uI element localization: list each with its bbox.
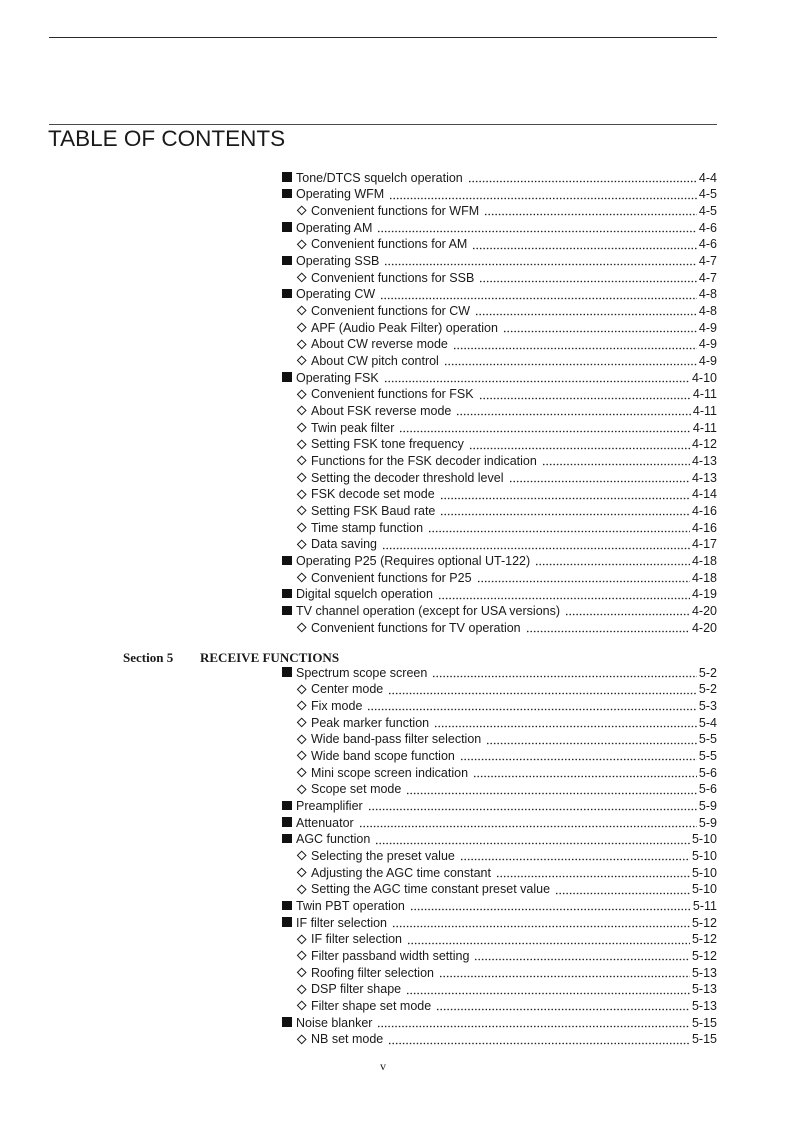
toc-entry-page: 5-12 — [691, 932, 717, 947]
toc-entry-page: 4-11 — [692, 420, 717, 435]
dot-leader — [503, 320, 697, 337]
toc-entry-page: 5-15 — [691, 1015, 717, 1030]
toc-entry-page: 4-6 — [698, 237, 717, 252]
toc-entry-page: 4-10 — [691, 370, 717, 385]
dot-leader — [468, 170, 697, 187]
page-title: TABLE OF CONTENTS — [48, 126, 286, 151]
toc-entry-title: Convenient functions for FSK — [311, 387, 474, 402]
toc-entry[interactable] — [282, 586, 717, 603]
toc-entry-page: 4-4 — [698, 170, 717, 185]
dot-leader — [474, 948, 690, 965]
toc-entry-title: Convenient functions for TV operation — [311, 620, 521, 635]
diamond-bullet-icon — [297, 951, 306, 960]
toc-entry-page: 5-6 — [698, 782, 717, 797]
square-bullet-icon — [282, 817, 292, 827]
toc-entry-title: Noise blanker — [296, 1015, 373, 1030]
toc-entry-page: 4-20 — [691, 620, 717, 635]
toc-entry-page: 4-5 — [698, 204, 717, 219]
dot-leader — [477, 570, 690, 587]
toc-entry-page: 5-2 — [698, 665, 717, 680]
diamond-bullet-icon — [297, 356, 306, 365]
diamond-bullet-icon — [297, 684, 306, 693]
toc-entry-title: NB set mode — [311, 1032, 384, 1047]
toc-entry-page: 5-10 — [691, 849, 717, 864]
toc-subentry[interactable] — [297, 715, 717, 732]
toc-subentry[interactable] — [297, 386, 717, 403]
diamond-bullet-icon — [297, 734, 306, 743]
diamond-bullet-icon — [297, 884, 306, 893]
toc-entry-page: 5-5 — [698, 732, 717, 747]
toc-entry-title: About CW pitch control — [311, 354, 439, 369]
toc-entry[interactable] — [282, 553, 717, 570]
diamond-bullet-icon — [297, 239, 306, 248]
square-bullet-icon — [282, 189, 292, 199]
dot-leader — [410, 898, 691, 915]
toc-entry[interactable] — [282, 286, 717, 303]
toc-entry-page: 4-5 — [698, 187, 717, 202]
toc-entry-title: IF filter selection — [311, 932, 403, 947]
diamond-bullet-icon — [297, 573, 306, 582]
title-rule — [49, 124, 717, 125]
dot-leader — [535, 553, 690, 570]
toc-entry-page: 4-13 — [691, 470, 717, 485]
square-bullet-icon — [282, 901, 292, 911]
toc-entry-page: 5-9 — [698, 799, 717, 814]
dot-leader — [473, 765, 697, 782]
toc-entry-page: 4-18 — [691, 570, 717, 585]
toc-entry-page: 4-8 — [698, 287, 717, 302]
square-bullet-icon — [282, 801, 292, 811]
dot-leader — [526, 620, 690, 637]
diamond-bullet-icon — [297, 868, 306, 877]
toc-subentry[interactable] — [297, 865, 717, 882]
dot-leader — [472, 236, 697, 253]
dot-leader — [453, 336, 697, 353]
diamond-bullet-icon — [297, 1034, 306, 1043]
toc-entry-page: 5-3 — [698, 699, 717, 714]
dot-leader — [377, 1015, 690, 1032]
dot-leader — [434, 715, 697, 732]
toc-subentry[interactable] — [297, 203, 717, 220]
dot-leader — [438, 586, 690, 603]
toc-entry-page: 5-10 — [691, 865, 717, 880]
toc-entry-title: Digital squelch operation — [296, 587, 433, 602]
toc-entry-title: Setting FSK Baud rate — [311, 504, 436, 519]
diamond-bullet-icon — [297, 851, 306, 860]
toc-entry-page: 5-15 — [691, 1032, 717, 1047]
diamond-bullet-icon — [297, 389, 306, 398]
toc-entry-title: Operating AM — [296, 220, 373, 235]
diamond-bullet-icon — [297, 768, 306, 777]
dot-leader — [475, 303, 697, 320]
dot-leader — [555, 881, 690, 898]
toc-subentry[interactable] — [297, 881, 717, 898]
square-bullet-icon — [282, 589, 292, 599]
toc-subentry[interactable] — [297, 353, 717, 370]
toc-entry-page: 4-19 — [691, 587, 717, 602]
toc-entry-title: Convenient functions for CW — [311, 304, 471, 319]
toc-entry-page: 5-11 — [692, 899, 717, 914]
diamond-bullet-icon — [297, 751, 306, 760]
square-bullet-icon — [282, 834, 292, 844]
dot-leader — [440, 503, 690, 520]
square-bullet-icon — [282, 172, 292, 182]
toc-entry-page: 4-13 — [691, 454, 717, 469]
diamond-bullet-icon — [297, 456, 306, 465]
toc-entry-title: Convenient functions for P25 — [311, 570, 472, 585]
toc-entry-title: Preamplifier — [296, 799, 363, 814]
toc-entry-title: Attenuator — [296, 815, 354, 830]
toc-entry-title: AGC function — [296, 832, 371, 847]
toc-entry-title: Operating FSK — [296, 370, 379, 385]
toc-subentry[interactable] — [297, 998, 717, 1015]
toc-entry-page: 4-6 — [698, 220, 717, 235]
toc-entry-title: Convenient functions for AM — [311, 237, 468, 252]
toc-entry-title: Convenient functions for WFM — [311, 204, 480, 219]
toc-entry[interactable] — [282, 186, 717, 203]
toc-subentry[interactable] — [297, 931, 717, 948]
diamond-bullet-icon — [297, 273, 306, 282]
toc-entry[interactable] — [282, 603, 717, 620]
toc-entry[interactable] — [282, 915, 717, 932]
section-number: Section 5 — [123, 649, 174, 665]
dot-leader — [375, 831, 690, 848]
dot-leader — [384, 370, 690, 387]
dot-leader — [542, 453, 690, 470]
toc-entry[interactable] — [282, 665, 717, 682]
dot-leader — [392, 915, 690, 932]
toc-subentry[interactable] — [297, 453, 717, 470]
dot-leader — [367, 698, 697, 715]
toc-entry-title: About CW reverse mode — [311, 337, 448, 352]
toc-entry-page: 5-5 — [698, 749, 717, 764]
toc-entry-title: Wide band scope function — [311, 749, 455, 764]
dot-leader — [469, 436, 690, 453]
dot-leader — [444, 353, 697, 370]
toc-subentry[interactable] — [297, 620, 717, 637]
diamond-bullet-icon — [297, 206, 306, 215]
toc-entry-title: Fix mode — [311, 699, 363, 714]
toc-subentry[interactable] — [297, 436, 717, 453]
dot-leader — [388, 681, 697, 698]
toc-entry-page: 4-11 — [692, 387, 717, 402]
toc-entry-title: Convenient functions for SSB — [311, 270, 475, 285]
toc-entry-title: Operating CW — [296, 287, 376, 302]
toc-entry-page: 4-18 — [691, 554, 717, 569]
toc-entry-page: 5-9 — [698, 815, 717, 830]
dot-leader — [439, 965, 690, 982]
diamond-bullet-icon — [297, 623, 306, 632]
toc-subentry[interactable] — [297, 236, 717, 253]
diamond-bullet-icon — [297, 539, 306, 548]
toc-entry-page: 5-13 — [691, 999, 717, 1014]
diamond-bullet-icon — [297, 1001, 306, 1010]
toc-entry[interactable] — [282, 815, 717, 832]
diamond-bullet-icon — [297, 406, 306, 415]
toc-subentry[interactable] — [297, 765, 717, 782]
toc-entry[interactable] — [282, 798, 717, 815]
diamond-bullet-icon — [297, 339, 306, 348]
dot-leader — [440, 486, 690, 503]
toc-entry-title: Peak marker function — [311, 715, 430, 730]
diamond-bullet-icon — [297, 489, 306, 498]
toc-subentry[interactable] — [297, 965, 717, 982]
toc-entry-title: Selecting the preset value — [311, 849, 455, 864]
toc-entry-title: About FSK reverse mode — [311, 404, 452, 419]
square-bullet-icon — [282, 256, 292, 266]
toc-entry-title: Spectrum scope screen — [296, 665, 428, 680]
dot-leader — [496, 865, 690, 882]
toc-entry-title: Setting FSK tone frequency — [311, 437, 464, 452]
diamond-bullet-icon — [297, 701, 306, 710]
toc-entry-title: Filter passband width setting — [311, 949, 470, 964]
dot-leader — [389, 186, 697, 203]
toc-entry-page: 4-20 — [691, 604, 717, 619]
square-bullet-icon — [282, 1017, 292, 1027]
toc-entry-title: Data saving — [311, 537, 378, 552]
square-bullet-icon — [282, 556, 292, 566]
toc-entry-page: 5-6 — [698, 765, 717, 780]
toc-entry-title: Operating WFM — [296, 187, 385, 202]
toc-entry-page: 4-8 — [698, 304, 717, 319]
toc-subentry[interactable] — [297, 698, 717, 715]
dot-leader — [377, 220, 696, 237]
diamond-bullet-icon — [297, 323, 306, 332]
toc-subentry[interactable] — [297, 1031, 717, 1048]
toc-entry-title: Adjusting the AGC time constant — [311, 865, 491, 880]
dot-leader — [368, 798, 697, 815]
toc-entry-title: Scope set mode — [311, 782, 402, 797]
toc-entry-page: 4-9 — [698, 354, 717, 369]
square-bullet-icon — [282, 917, 292, 927]
diamond-bullet-icon — [297, 473, 306, 482]
square-bullet-icon — [282, 372, 292, 382]
toc-entry[interactable] — [282, 253, 717, 270]
toc-entry-page: 4-11 — [692, 404, 717, 419]
diamond-bullet-icon — [297, 423, 306, 432]
toc-entry-title: Filter shape set mode — [311, 999, 432, 1014]
diamond-bullet-icon — [297, 506, 306, 515]
toc-subentry[interactable] — [297, 403, 717, 420]
toc-subentry[interactable] — [297, 470, 717, 487]
dot-leader — [460, 748, 697, 765]
toc-subentry[interactable] — [297, 848, 717, 865]
toc-entry-page: 5-10 — [691, 882, 717, 897]
toc-entry-page: 4-7 — [698, 254, 717, 269]
toc-entry-title: Functions for the FSK decoder indication — [311, 454, 537, 469]
toc-entry-page: 5-12 — [691, 915, 717, 930]
toc-entry-page: 5-10 — [691, 832, 717, 847]
toc-entry-title: DSP filter shape — [311, 982, 402, 997]
toc-entry-page: 4-12 — [691, 437, 717, 452]
dot-leader — [460, 848, 690, 865]
toc-entry-title: Operating SSB — [296, 254, 380, 269]
dot-leader — [484, 203, 697, 220]
square-bullet-icon — [282, 667, 292, 677]
toc-subentry[interactable] — [297, 303, 717, 320]
toc-subentry[interactable] — [297, 270, 717, 287]
toc-subentry[interactable] — [297, 536, 717, 553]
toc-entry[interactable] — [282, 898, 717, 915]
toc-entry-page: 4-16 — [691, 504, 717, 519]
toc-subentry[interactable] — [297, 681, 717, 698]
square-bullet-icon — [282, 606, 292, 616]
toc-entry-title: Setting the decoder threshold level — [311, 470, 504, 485]
toc-entry-page: 5-2 — [698, 682, 717, 697]
dot-leader — [432, 665, 697, 682]
dot-leader — [565, 603, 690, 620]
toc-subentry[interactable] — [297, 748, 717, 765]
toc-entry-page: 4-17 — [691, 537, 717, 552]
dot-leader — [456, 403, 691, 420]
dot-leader — [407, 931, 690, 948]
toc-subentry[interactable] — [297, 520, 717, 537]
toc-entry-title: IF filter selection — [296, 915, 388, 930]
diamond-bullet-icon — [297, 718, 306, 727]
toc-subentry[interactable] — [297, 336, 717, 353]
dot-leader — [428, 520, 690, 537]
page-number: v — [380, 1059, 386, 1073]
toc-subentry[interactable] — [297, 781, 717, 798]
toc-entry-page: 4-16 — [691, 520, 717, 535]
toc-subentry[interactable] — [297, 948, 717, 965]
dot-leader — [406, 981, 690, 998]
toc-subentry[interactable] — [297, 570, 717, 587]
dot-leader — [479, 386, 691, 403]
toc-entry-title: Mini scope screen indication — [311, 765, 469, 780]
toc-subentry[interactable] — [297, 486, 717, 503]
diamond-bullet-icon — [297, 784, 306, 793]
diamond-bullet-icon — [297, 984, 306, 993]
dot-leader — [359, 815, 697, 832]
toc-entry[interactable] — [282, 170, 717, 187]
dot-leader — [382, 536, 690, 553]
toc-entry-page: 5-13 — [691, 982, 717, 997]
toc-entry-title: Roofing filter selection — [311, 965, 434, 980]
toc-entry-page: 5-13 — [691, 965, 717, 980]
dot-leader — [380, 286, 697, 303]
dot-leader — [388, 1031, 690, 1048]
toc-entry-title: FSK decode set mode — [311, 487, 435, 502]
toc-subentry[interactable] — [297, 731, 717, 748]
toc-entry-page: 4-14 — [691, 487, 717, 502]
top-rule — [49, 37, 717, 38]
toc-entry[interactable] — [282, 370, 717, 387]
toc-subentry[interactable] — [297, 981, 717, 998]
toc-entry-title: Center mode — [311, 682, 384, 697]
toc-entry[interactable] — [282, 220, 717, 237]
toc-entry-page: 5-4 — [698, 715, 717, 730]
dot-leader — [399, 420, 691, 437]
toc-entry-title: TV channel operation (except for USA versions) — [296, 604, 561, 619]
toc-entry-title: Tone/DTCS squelch operation — [296, 170, 463, 185]
toc-entry[interactable] — [282, 831, 717, 848]
dot-leader — [384, 253, 697, 270]
dot-leader — [436, 998, 690, 1015]
dot-leader — [486, 731, 697, 748]
toc-entry-title: Twin peak filter — [311, 420, 395, 435]
toc-entry-page: 4-9 — [698, 337, 717, 352]
toc-entry-page: 4-7 — [698, 270, 717, 285]
diamond-bullet-icon — [297, 306, 306, 315]
toc-entry-title: Twin PBT operation — [296, 899, 405, 914]
diamond-bullet-icon — [297, 439, 306, 448]
toc-subentry[interactable] — [297, 320, 717, 337]
toc-subentry[interactable] — [297, 420, 717, 437]
diamond-bullet-icon — [297, 934, 306, 943]
toc-entry-title: APF (Audio Peak Filter) operation — [311, 320, 498, 335]
toc-entry-title: Setting the AGC time constant preset value — [311, 882, 551, 897]
toc-entry-title: Operating P25 (Requires optional UT-122) — [296, 554, 531, 569]
square-bullet-icon — [282, 289, 292, 299]
diamond-bullet-icon — [297, 523, 306, 532]
dot-leader — [479, 270, 697, 287]
toc-entry-page: 5-12 — [691, 949, 717, 964]
toc-entry-title: Wide band-pass filter selection — [311, 732, 482, 747]
toc-entry[interactable] — [282, 1015, 717, 1032]
diamond-bullet-icon — [297, 968, 306, 977]
section-title: RECEIVE FUNCTIONS — [200, 649, 340, 665]
toc-entry-page: 4-9 — [698, 320, 717, 335]
dot-leader — [406, 781, 697, 798]
square-bullet-icon — [282, 222, 292, 232]
toc-subentry[interactable] — [297, 503, 717, 520]
dot-leader — [509, 470, 690, 487]
toc-entry-title: Time stamp function — [311, 520, 424, 535]
